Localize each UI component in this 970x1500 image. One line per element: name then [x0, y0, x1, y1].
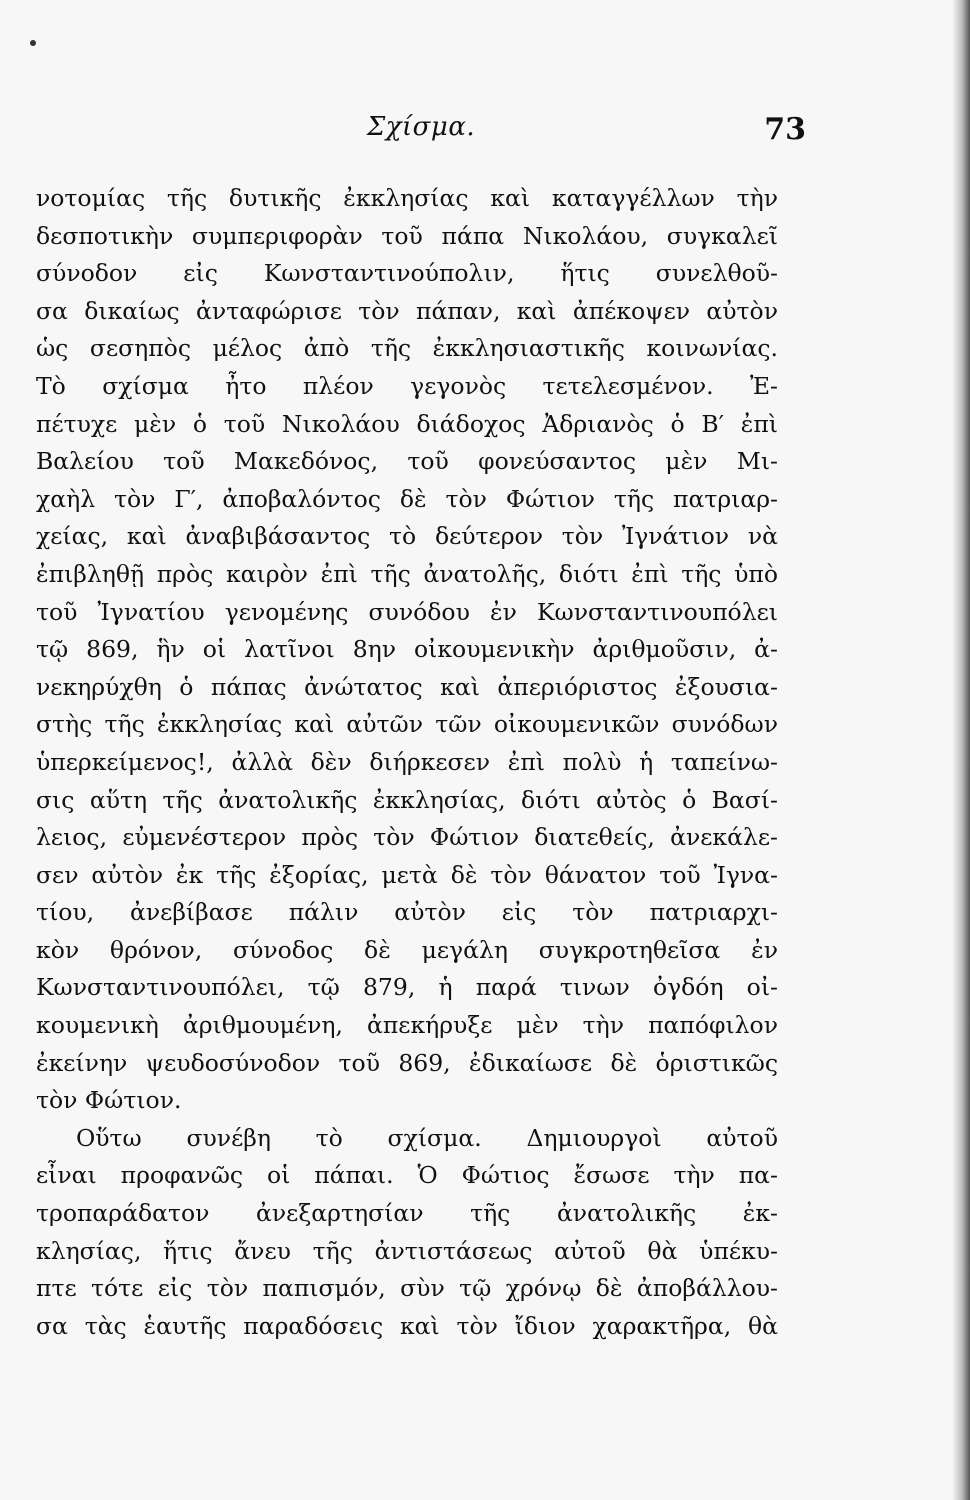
text-line: σεν αὐτὸν ἐκ τῆς ἐξορίας, μετὰ δὲ τὸν θάνατον τοῦ Ἰγνα- — [36, 860, 778, 889]
text-line: χαὴλ τὸν Γ′, ἀποβαλόντος δὲ τὸν Φώτιον τῆς πατριαρ- — [36, 484, 778, 513]
text-line: σις αὕτη τῆς ἀνατολικῆς ἐκκλησίας, διότι αὐτὸς ὁ Βασί- — [36, 785, 778, 814]
body-text — [36, 180, 778, 1345]
ink-speck — [30, 40, 36, 46]
text-line: Τὸ σχίσμα ἦτο πλέον γεγονὸς τετελεσμένον. Ἐ- — [36, 371, 778, 400]
text-line: λειος, εὐμενέστερον πρὸς τὸν Φώτιον διατεθείς, ἀνεκάλε- — [36, 823, 778, 852]
text-line: εἶναι προφανῶς οἱ πάπαι. Ὁ Φώτιος ἔσωσε τὴν πα- — [36, 1161, 778, 1190]
paragraph-start-line: Οὕτω συνέβη τὸ σχίσμα. Δημιουργοὶ αὐτοῦ — [76, 1123, 778, 1152]
page-header — [36, 112, 806, 152]
text-line: πτε τότε εἰς τὸν παπισμόν, σὺν τῷ χρόνῳ δὲ ἀποβάλλου- — [36, 1274, 778, 1303]
paragraph-end-line: τὸν Φώτιον. — [36, 1086, 182, 1115]
text-line: τοῦ Ἰγνατίου γενομένης συνόδου ἐν Κωνσταντινουπόλει — [36, 597, 778, 626]
text-line: ὑπερκείμενος!, ἀλλὰ δὲν διήρκεσεν ἐπὶ πολὺ ἡ ταπείνω- — [36, 747, 778, 776]
text-line: νεκηρύχθη ὁ πάπας ἀνώτατος καὶ ἀπεριόριστος ἐξουσια- — [36, 672, 778, 701]
page-edge-shadow — [952, 0, 970, 1500]
text-line: πέτυχε μὲν ὁ τοῦ Νικολάου διάδοχος Ἀδριανὸς ὁ Β′ ἐπὶ — [36, 409, 778, 438]
text-line: Βαλείου τοῦ Μακεδόνος, τοῦ φονεύσαντος μὲν Μι- — [36, 447, 778, 476]
page-number: 73 — [764, 112, 806, 147]
text-line: ὡς σεσηπὸς μέλος ἀπὸ τῆς ἐκκλησιαστικῆς κοινωνίας. — [36, 334, 778, 363]
text-line: νοτομίας τῆς δυτικῆς ἐκκλησίας καὶ καταγγέλλων τὴν — [36, 184, 778, 212]
text-line: σα δικαίως ἀνταφώρισε τὸν πάπαν, καὶ ἀπέκοψεν αὐτὸν — [36, 296, 778, 325]
text-line: Κωνσταντινουπόλει, τῷ 879, ἡ παρά τινων ὀγδόη οἰ- — [36, 973, 778, 1002]
text-line: ἐκείνην ψευδοσύνοδον τοῦ 869, ἐδικαίωσε δὲ ὁριστικῶς — [36, 1048, 778, 1077]
text-line: κὸν θρόνον, σύνοδος δὲ μεγάλη συγκροτηθεῖσα ἐν — [36, 935, 778, 964]
text-line: σύνοδον εἰς Κωνσταντινούπολιν, ἥτις συνελθοῦ- — [36, 259, 778, 288]
text-line: στὴς τῆς ἐκκλησίας καὶ αὐτῶν τῶν οἰκουμενικῶν συνόδων — [36, 710, 778, 739]
text-line: ἐπιβληθῇ πρὸς καιρὸν ἐπὶ τῆς ἀνατολῆς, διότι ἐπὶ τῆς ὑπὸ — [36, 559, 778, 588]
text-line: τίου, ἀνεβίβασε πάλιν αὐτὸν εἰς τὸν πατριαρχι- — [36, 898, 778, 927]
text-line: τροπαράδατον ἀνεξαρτησίαν τῆς ἀνατολικῆς ἐκ- — [36, 1199, 778, 1228]
text-line: σα τὰς ἑαυτῆς παραδόσεις καὶ τὸν ἴδιον χαρακτῆρα, θὰ — [36, 1311, 778, 1340]
text-line: δεσποτικὴν συμπεριφορὰν τοῦ πάπα Νικολάου, συγκαλεῖ — [36, 221, 778, 250]
text-line: τῷ 869, ἣν οἱ λατῖνοι 8ην οἰκουμενικὴν ἀριθμοῦσιν, ἀ- — [36, 635, 778, 664]
text-line: χείας, καὶ ἀναβιβάσαντος τὸ δεύτερον τὸν Ἰγνάτιον νὰ — [36, 522, 778, 551]
text-line: κουμενικὴ ἀριθμουμένη, ἀπεκήρυξε μὲν τὴν παπόφιλον — [36, 1011, 778, 1040]
running-head: Σχίσμα. — [366, 112, 476, 142]
text-line: κλησίας, ἥτις ἄνευ τῆς ἀντιστάσεως αὐτοῦ θὰ ὑπέκυ- — [36, 1236, 778, 1265]
